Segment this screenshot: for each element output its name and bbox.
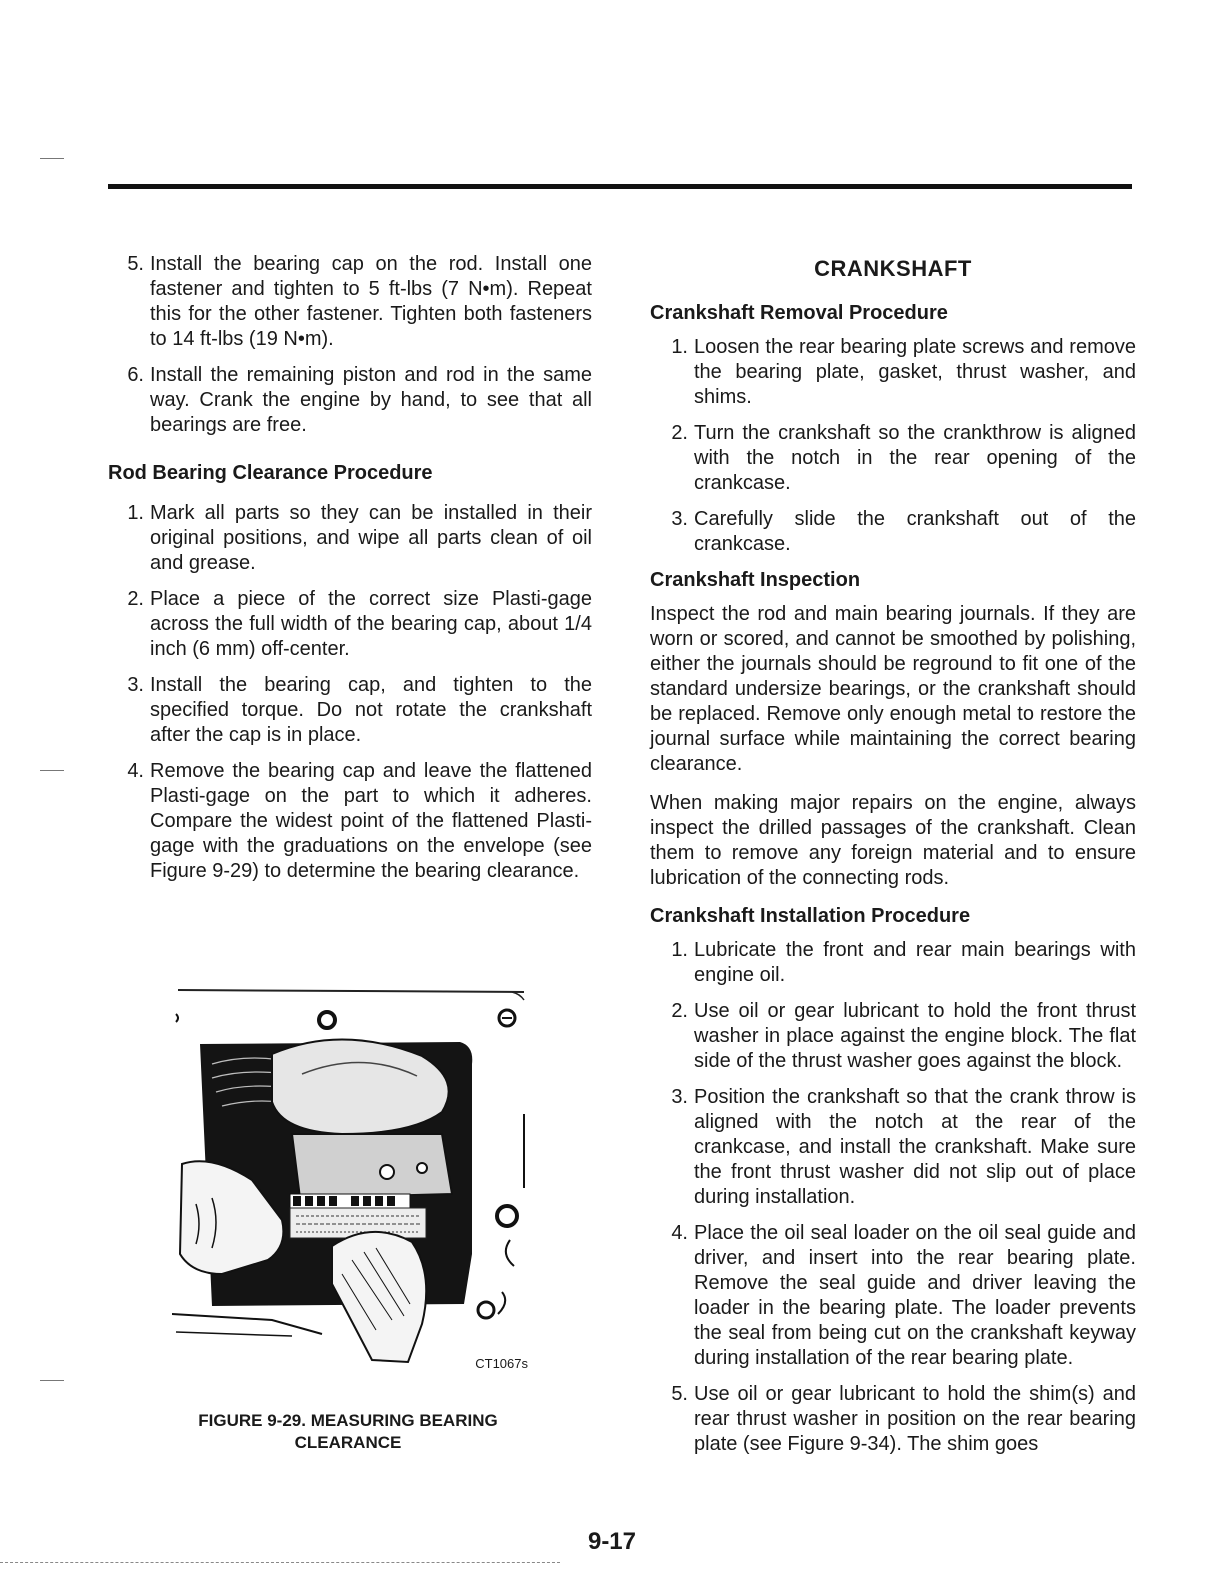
step-item bbox=[650, 507, 1136, 557]
figure-code: CT1067s bbox=[475, 1356, 528, 1371]
margin-mark bbox=[40, 1380, 64, 1381]
step-item bbox=[650, 421, 1136, 496]
figure-measuring-bearing-clearance bbox=[172, 984, 532, 1384]
step-number: 2. bbox=[671, 422, 688, 444]
step-text: Loosen the rear bearing plate screws and remove the bearing plate, gasket, thrust washer, and shims. bbox=[694, 336, 1136, 408]
step-number: 1. bbox=[671, 336, 688, 358]
step-number: 6. bbox=[127, 364, 144, 386]
step-text: Mark all parts so they can be installed in their original positions, and wipe all parts clean of oil and grease. bbox=[150, 502, 592, 574]
step-item bbox=[650, 1221, 1136, 1371]
caption-line: CLEARANCE bbox=[294, 1433, 402, 1452]
step-text: Place the oil seal loader on the oil seal guide and driver, and insert into the rear bearing plate. Remove the seal guide and driver leaving the loader in the bearing plate. The loader prevents the seal from being cut on the crankshaft keyway during installation of the rear bearing plate. bbox=[694, 1222, 1136, 1369]
step-text: Position the crankshaft so that the crank throw is aligned with the notch at the rear of the crankcase, and install the crankshaft. Make sure the front thrust washer did not slip out of place during installation. bbox=[694, 1086, 1136, 1208]
step-number: 1. bbox=[671, 939, 688, 961]
rod-bearing-heading: Rod Bearing Clearance Procedure bbox=[108, 462, 433, 484]
step-number: 5. bbox=[671, 1383, 688, 1405]
step-number: 3. bbox=[671, 508, 688, 530]
bearing-photo-illustration bbox=[172, 984, 532, 1384]
caption-line: FIGURE 9-29. MEASURING BEARING bbox=[198, 1411, 498, 1430]
step-text: Carefully slide the crankshaft out of the crankcase. bbox=[694, 508, 1136, 555]
step-number: 3. bbox=[127, 674, 144, 696]
right-column bbox=[650, 252, 1136, 1468]
step-text: Remove the bearing cap and leave the flattened Plasti-gage on the part to which it adheres. Compare the widest point of the flattened Plasti-gage with the graduations on the envelope (see Figure 9-29) to determine the bearing clearance. bbox=[150, 760, 592, 882]
continued-steps bbox=[108, 252, 592, 438]
step-item bbox=[108, 587, 592, 662]
removal-heading: Crankshaft Removal Procedure bbox=[650, 302, 948, 324]
step-item bbox=[108, 673, 592, 748]
inspection-heading: Crankshaft Inspection bbox=[650, 569, 861, 591]
step-text: Turn the crankshaft so the crankthrow is aligned with the notch in the rear opening of the crankcase. bbox=[694, 422, 1136, 494]
step-text: Place a piece of the correct size Plasti-gage across the full width of the bearing cap, about 1/4 inch (6 mm) off-center. bbox=[150, 588, 592, 660]
step-item bbox=[650, 335, 1136, 410]
step-number: 4. bbox=[127, 760, 144, 782]
step-item bbox=[650, 999, 1136, 1074]
step-item bbox=[650, 938, 1136, 988]
bottom-rule bbox=[0, 1562, 560, 1564]
step-text: Use oil or gear lubricant to hold the shim(s) and rear thrust washer in position on the rear bearing plate (see Figure 9-34). The shim goes bbox=[694, 1383, 1136, 1455]
step-number: 2. bbox=[671, 1000, 688, 1022]
left-column bbox=[108, 252, 592, 895]
margin-mark bbox=[40, 770, 64, 771]
step-text: Lubricate the front and rear main bearings with engine oil. bbox=[694, 939, 1136, 986]
step-item bbox=[650, 1382, 1136, 1457]
step-text: Install the bearing cap on the rod. Install one fastener and tighten to 5 ft-lbs (7 N•m). Repeat this for the other fastener. Tighten both fasteners to 14 ft-lbs (19 N•m). bbox=[150, 253, 592, 350]
inspection-paragraph: Inspect the rod and main bearing journals. If they are worn or scored, and cannot be smoothed by polishing, either the journals should be reground to fit one of the standard undersize bearings, or the crankshaft should be replaced. Remove only enough metal to restore the journal surface while maintaining the correct bearing clearance. bbox=[650, 603, 1136, 775]
header-rule bbox=[108, 184, 1132, 189]
step-text: Use oil or gear lubricant to hold the front thrust washer in place against the engine block. The flat side of the thrust washer goes against the block. bbox=[694, 1000, 1136, 1072]
step-item bbox=[108, 252, 592, 352]
step-item bbox=[650, 1085, 1136, 1210]
section-title: CRANKSHAFT bbox=[814, 256, 972, 281]
inspection-paragraph: When making major repairs on the engine, always inspect the drilled passages of the crankshaft. Clean them to remove any foreign material and to ensure lubrication of the connecting rods. bbox=[650, 792, 1136, 889]
step-number: 3. bbox=[671, 1086, 688, 1108]
step-number: 5. bbox=[127, 253, 144, 275]
removal-steps bbox=[650, 335, 1136, 557]
margin-mark bbox=[40, 158, 64, 159]
figure-caption bbox=[148, 1410, 548, 1454]
page-number: 9-17 bbox=[587, 1528, 637, 1555]
step-item bbox=[108, 759, 592, 884]
installation-heading: Crankshaft Installation Procedure bbox=[650, 905, 971, 927]
step-item bbox=[108, 501, 592, 576]
installation-steps bbox=[650, 938, 1136, 1457]
step-number: 1. bbox=[127, 502, 144, 524]
rod-bearing-steps bbox=[108, 501, 592, 884]
step-number: 4. bbox=[671, 1222, 688, 1244]
step-text: Install the bearing cap, and tighten to the specified torque. Do not rotate the crankshaft after the cap is in place. bbox=[150, 674, 592, 746]
step-text: Install the remaining piston and rod in the same way. Crank the engine by hand, to see that all bearings are free. bbox=[150, 364, 592, 436]
step-number: 2. bbox=[127, 588, 144, 610]
step-item bbox=[108, 363, 592, 438]
